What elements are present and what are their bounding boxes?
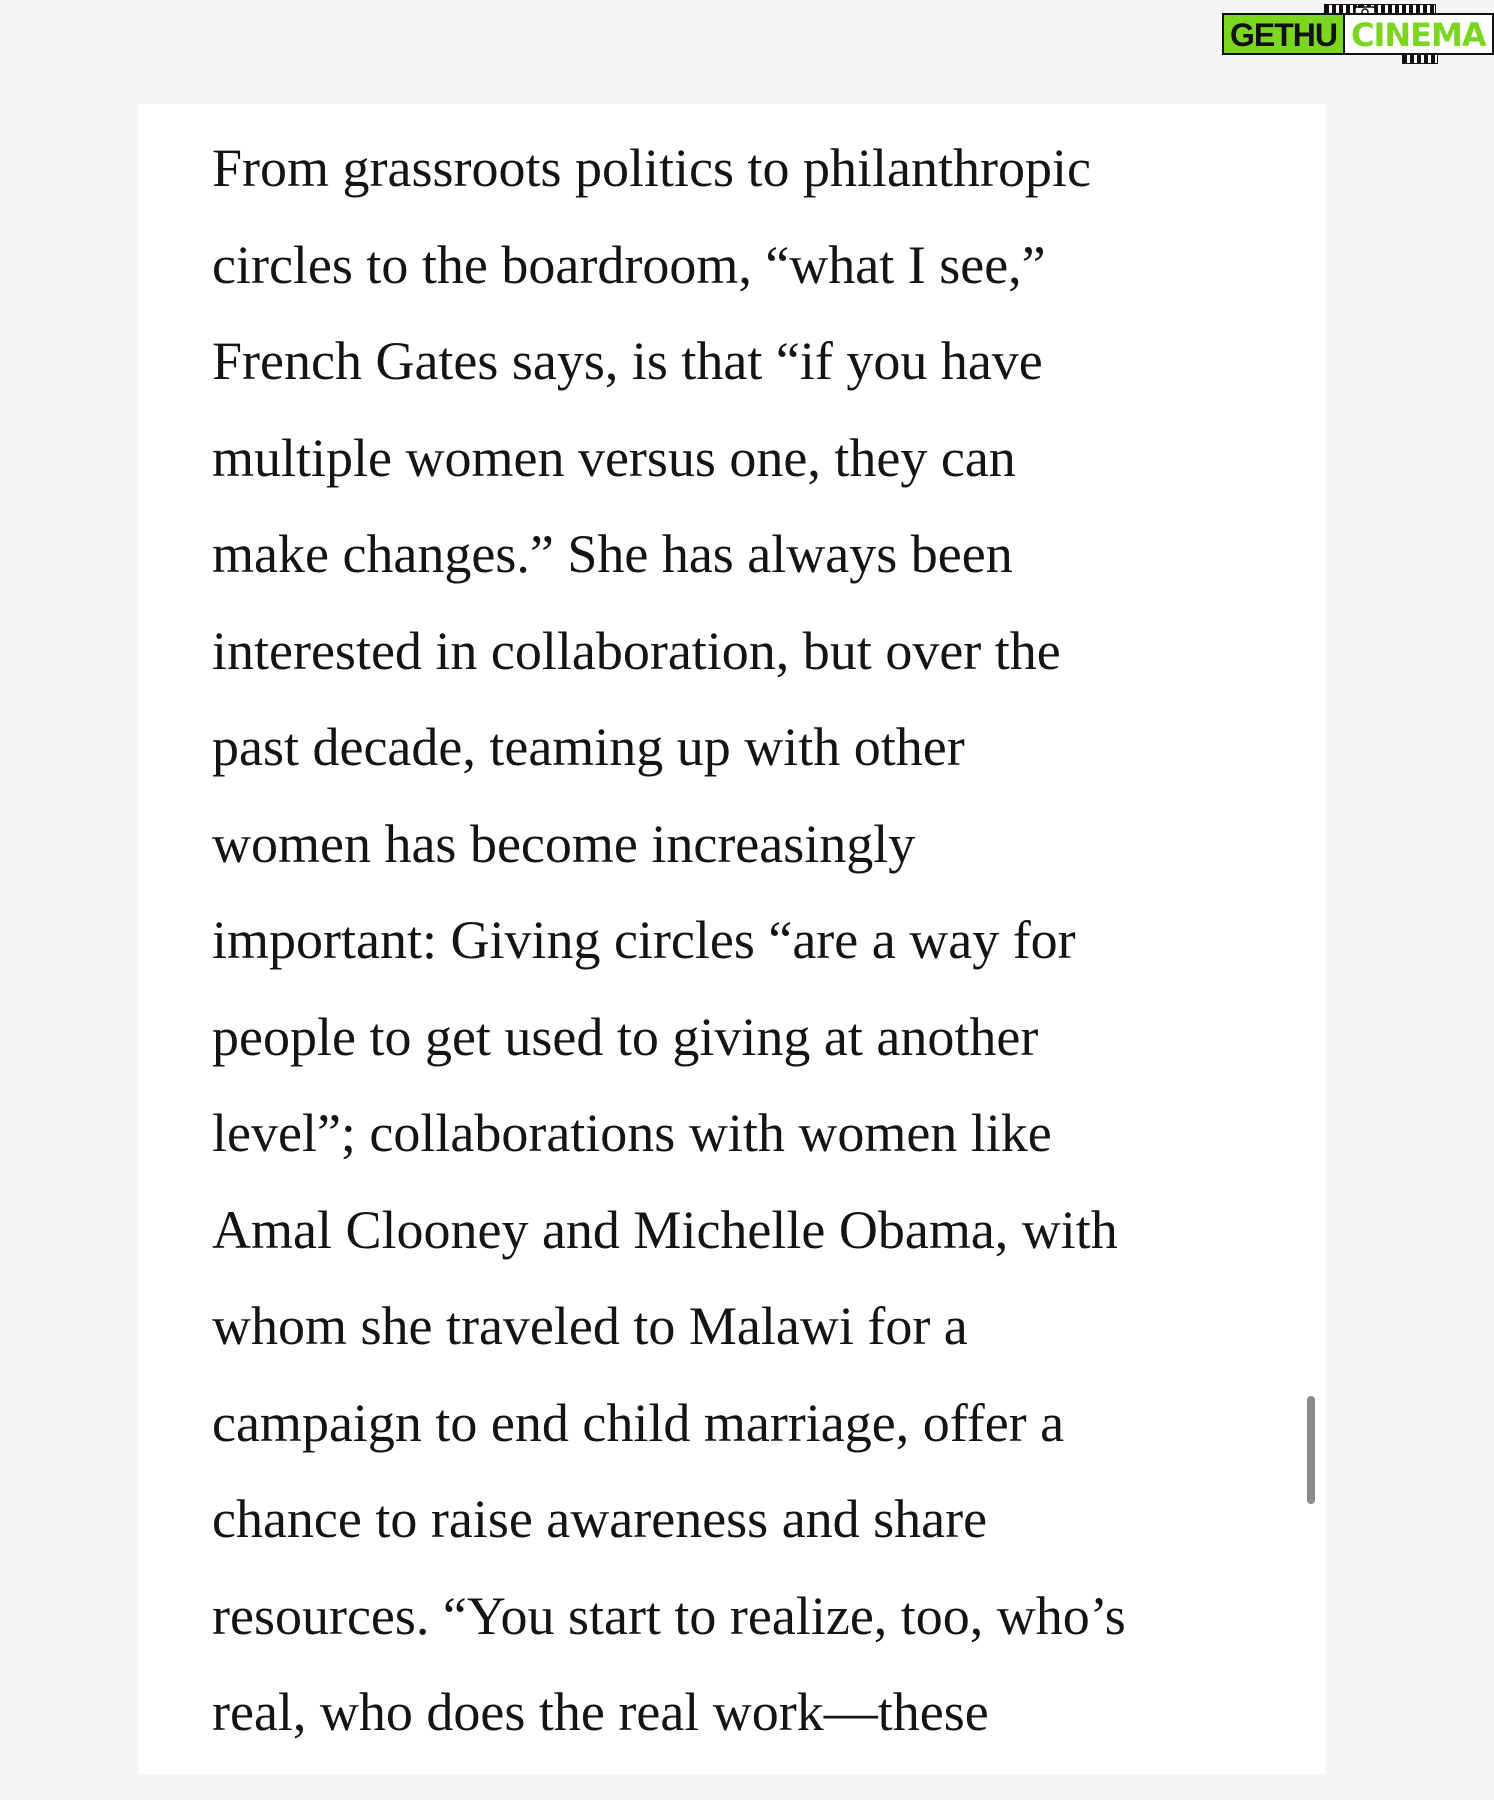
article-line: French Gates says, is that “if you have xyxy=(212,331,1043,391)
article-line: multiple women versus one, they can xyxy=(212,427,1016,488)
article-line: campaign to end child marriage, offer a xyxy=(212,1392,1065,1453)
film-strip-icon xyxy=(1402,54,1438,64)
watermark-part2: CINEMA xyxy=(1343,13,1494,55)
article-line: interested in collaboration, but over the xyxy=(212,620,1061,681)
article-line: circles to the boardroom, “what I see,” xyxy=(212,234,1046,295)
watermark-logo xyxy=(1222,4,1486,56)
article-line: past decade, teaming up with other xyxy=(212,717,965,777)
article-body xyxy=(212,120,1252,1761)
article-line: level”; collaborations with women like xyxy=(212,1103,1052,1163)
article-line: resources. “You start to realize, too, who’s xyxy=(212,1585,1126,1646)
article-line: women has become increasingly xyxy=(212,813,916,874)
article-line: real, who does the real work—these xyxy=(212,1682,989,1742)
scrollbar[interactable] xyxy=(1304,1390,1316,1510)
scrollbar-thumb[interactable] xyxy=(1307,1396,1315,1504)
article-line: important: Giving circles “are a way for xyxy=(212,910,1076,970)
article-line: whom she traveled to Malawi for a xyxy=(212,1296,968,1356)
article-line: Amal Clooney and Michelle Obama, with xyxy=(212,1199,1118,1260)
watermark-wordmark xyxy=(1222,14,1494,54)
article-line: chance to raise awareness and share xyxy=(212,1489,988,1549)
article-line: people to get used to giving at another xyxy=(212,1006,1039,1067)
article-line: From grassroots politics to philanthropic xyxy=(212,138,1091,198)
watermark-part1: GETHU xyxy=(1222,13,1343,55)
article-line: make changes.” She has always been xyxy=(212,524,1013,584)
